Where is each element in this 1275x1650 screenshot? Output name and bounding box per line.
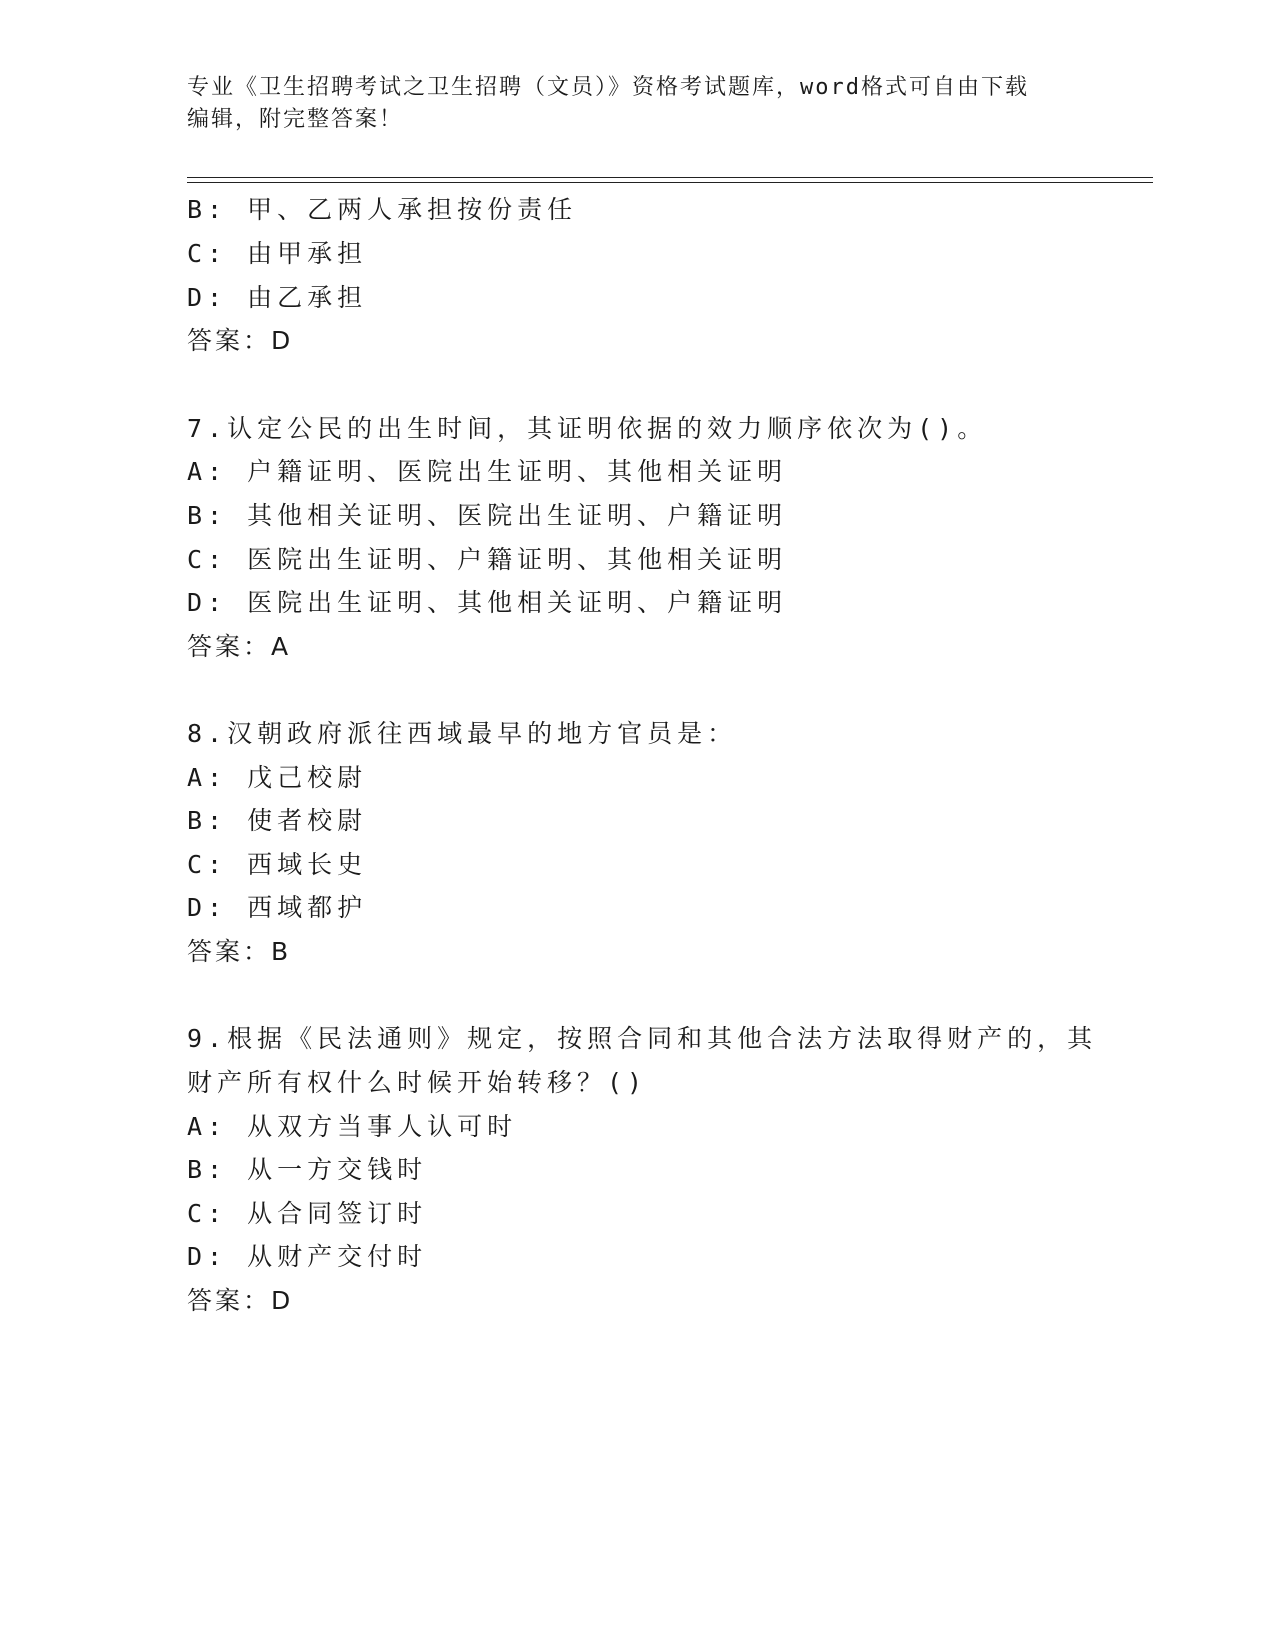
q7-option-d: D: 医院出生证明、其他相关证明、户籍证明 xyxy=(187,588,788,617)
q9-question-line-1: 9.根据《民法通则》规定，按照合同和其他合法方法取得财产的，其 xyxy=(187,1024,1098,1053)
q7-answer: 答案：A xyxy=(187,632,292,661)
header-rule-bottom xyxy=(187,182,1153,183)
q7-option-a: A: 户籍证明、医院出生证明、其他相关证明 xyxy=(187,457,788,486)
q6-option-c: C: 由甲承担 xyxy=(187,239,368,268)
q9-option-c: C: 从合同签订时 xyxy=(187,1199,428,1228)
q8-option-d: D: 西域都护 xyxy=(187,893,368,922)
q8-question: 8.汉朝政府派往西域最早的地方官员是： xyxy=(187,719,738,748)
q8-option-a: A: 戊己校尉 xyxy=(187,763,368,792)
q6-option-d: D: 由乙承担 xyxy=(187,283,368,312)
q7-option-b: B: 其他相关证明、医院出生证明、户籍证明 xyxy=(187,501,788,530)
q7-question: 7.认定公民的出生时间，其证明依据的效力顺序依次为()。 xyxy=(187,414,988,443)
q8-answer: 答案：B xyxy=(187,937,292,966)
document-header xyxy=(187,72,1087,136)
header-line-2: 编辑，附完整答案！ xyxy=(187,107,404,132)
q6-option-b: B: 甲、乙两人承担按份责任 xyxy=(187,195,578,224)
header-rule-top xyxy=(187,177,1153,178)
q9-option-a: A: 从双方当事人认可时 xyxy=(187,1112,518,1141)
q7-option-c: C: 医院出生证明、户籍证明、其他相关证明 xyxy=(187,545,788,574)
q9-option-d: D: 从财产交付时 xyxy=(187,1242,428,1271)
q9-answer: 答案：D xyxy=(187,1286,294,1315)
q8-option-c: C: 西域长史 xyxy=(187,850,368,879)
q6-answer: 答案：D xyxy=(187,326,294,355)
q9-question-line-2: 财产所有权什么时候开始转移？() xyxy=(187,1068,648,1097)
q8-option-b: B: 使者校尉 xyxy=(187,806,368,835)
header-line-1: 专业《卫生招聘考试之卫生招聘（文员）》资格考试题库，word格式可自由下载 xyxy=(187,75,1029,100)
q9-option-b: B: 从一方交钱时 xyxy=(187,1155,428,1184)
